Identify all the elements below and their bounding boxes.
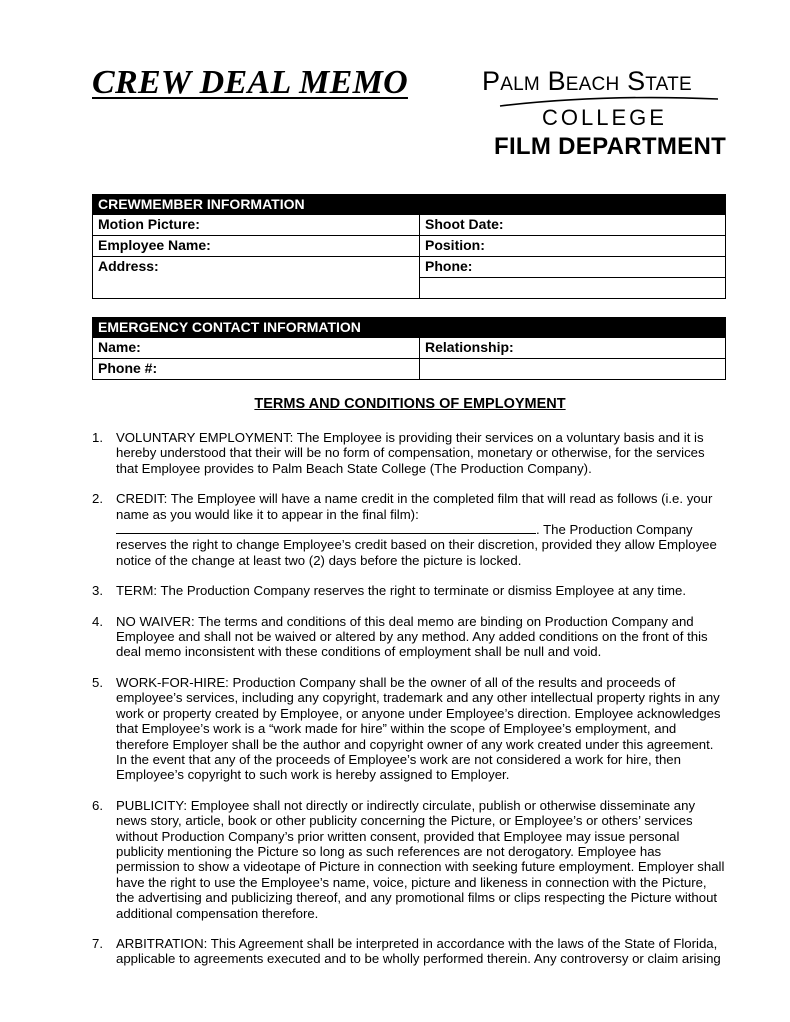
term-number: 5. xyxy=(92,674,103,690)
terms-heading: TERMS AND CONDITIONS OF EMPLOYMENT xyxy=(254,396,566,412)
emergency-phone-field[interactable]: Phone #: xyxy=(93,359,420,380)
list-item xyxy=(92,614,728,660)
term-text: TERM: The Production Company reserves the right to terminate or dismiss Employee at any time. xyxy=(116,583,686,599)
terms-list xyxy=(92,430,728,982)
crewmember-info-heading: CREWMEMBER INFORMATION xyxy=(93,195,726,215)
list-item xyxy=(92,430,728,476)
emergency-contact-header-row xyxy=(93,318,726,338)
crewmember-info-table xyxy=(92,194,726,299)
list-item xyxy=(92,675,728,783)
shoot-date-field[interactable]: Shoot Date: xyxy=(420,215,726,236)
list-item xyxy=(92,936,728,967)
term-number: 7. xyxy=(92,935,103,951)
credit-name-blank[interactable] xyxy=(116,522,536,534)
relationship-field[interactable]: Relationship: xyxy=(420,338,726,359)
motion-picture-field[interactable]: Motion Picture: xyxy=(93,215,420,236)
page-title: CREW DEAL MEMO xyxy=(92,64,408,101)
term-text: WORK-FOR-HIRE: Production Company shall be the owner of all of the results and proceeds of employee’s services, including any copyright, trademark and any other intellectual property rights in any work or property created by Employee, or anyone under Employee’s direction. Employee acknowledges that Employee’s work is a “work made for hire” within the scope of Employee’s employment, and therefore Employer shall be the author and copyright owner of any work created under this agreement. In the event that any of the proceeds of Employee’s work are not considered a work for hire, then Employee’s copyright to such work is hereby assigned to Employer. xyxy=(116,674,721,783)
emergency-name-field[interactable]: Name: xyxy=(93,338,420,359)
list-item xyxy=(92,583,728,598)
phone-field[interactable]: Phone: xyxy=(420,257,726,278)
term-text: ARBITRATION: This Agreement shall be interpreted in accordance with the laws of the State of Florida, applicable to agreements executed and to be wholly performed therein. Any controversy or claim arising xyxy=(116,935,721,967)
term-text: NO WAIVER: The terms and conditions of this deal memo are binding on Production Company and Employee and shall not be waived or altered by any method. Any added conditions on the front of this deal memo inconsistent with these conditions of employment shall be null and void. xyxy=(116,613,708,660)
logo-line-palm-beach-state: Palm Beach State xyxy=(482,66,692,96)
college-logo xyxy=(482,66,732,162)
list-item xyxy=(92,798,728,921)
logo-line-college: COLLEGE xyxy=(542,105,667,130)
term-text-continued: . The Production Company reserves the right to change Employee’s credit based on their discretion, provided they allow Employee notice of the change at least two (2) days before the picture is locked. xyxy=(116,522,717,568)
address-field[interactable]: Address: xyxy=(93,257,420,299)
emergency-contact-table xyxy=(92,317,726,380)
phone-extra-field[interactable] xyxy=(420,278,726,299)
crewmember-info-header-row xyxy=(93,195,726,215)
position-field[interactable]: Position: xyxy=(420,236,726,257)
term-text: CREDIT: The Employee will have a name credit in the completed film that will read as follows (i.e. your name as you would like it to appear in the final film): xyxy=(116,491,713,522)
table-row xyxy=(93,359,726,380)
list-item xyxy=(92,491,728,568)
term-number: 4. xyxy=(92,613,103,629)
emergency-contact-heading: EMERGENCY CONTACT INFORMATION xyxy=(93,318,726,338)
table-row xyxy=(93,215,726,236)
term-text: PUBLICITY: Employee shall not directly or indirectly circulate, publish or otherwise disseminate any news story, article, book or other publicity concerning the Picture, or Employee’s or others’ services without Production Company’s prior written consent, provided that Employee may issue personal publicity mentioning the Picture so long as such references are not derogatory. Employee has permission to show a videotape of Picture in connection with seeking future employment. Employer shall have the right to use the Employee’s name, voice, picture and likeness in connection with the Picture, the advertising and publicizing thereof, and any promotional films or clips respecting the Picture without additional compensation therefore. xyxy=(116,797,725,921)
term-number: 1. xyxy=(92,430,103,445)
emergency-phone-extra-field[interactable] xyxy=(420,359,726,380)
logo-line-film-department: FILM DEPARTMENT xyxy=(494,133,727,160)
table-row xyxy=(93,257,726,278)
employee-name-field[interactable]: Employee Name: xyxy=(93,236,420,257)
term-number: 3. xyxy=(92,583,103,599)
term-text: VOLUNTARY EMPLOYMENT: The Employee is providing their services on a voluntary basis and it is hereby understood that their will be no form of compensation, monetary or otherwise, for the services that Employee provides to Palm Beach State College (The Production Company). xyxy=(116,430,705,476)
term-number: 6. xyxy=(92,797,103,813)
table-row xyxy=(93,338,726,359)
table-row xyxy=(93,236,726,257)
term-number: 2. xyxy=(92,491,103,507)
